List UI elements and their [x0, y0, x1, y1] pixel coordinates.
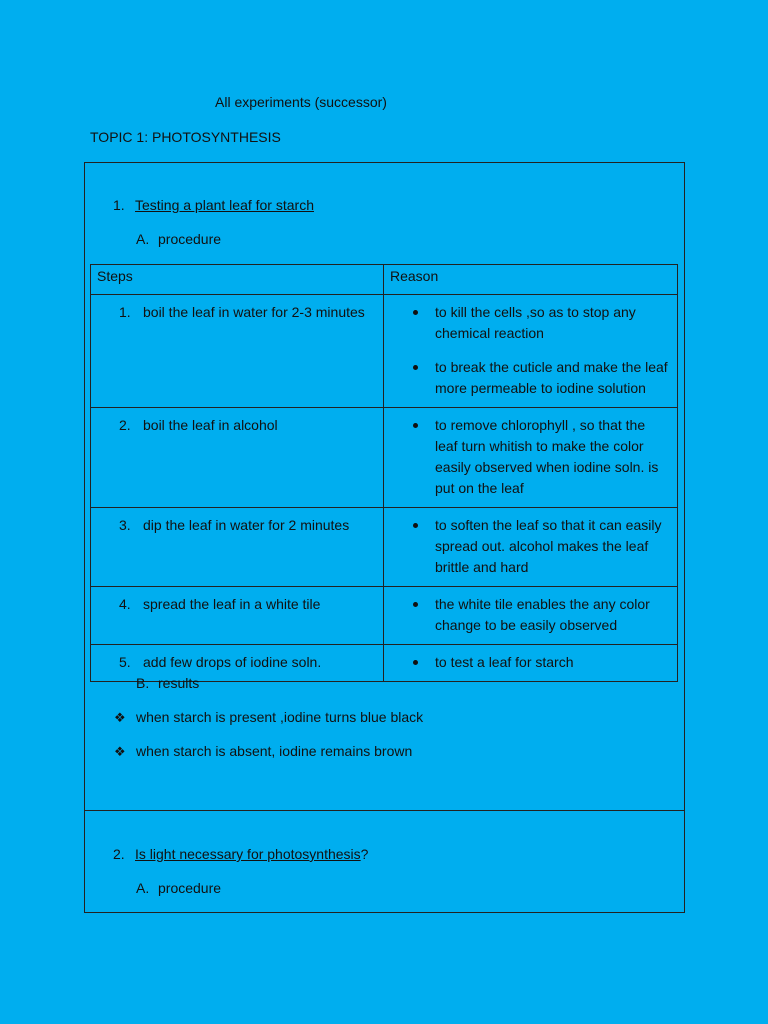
experiment-2-title: 2. Is light necessary for photosynthesis?: [113, 846, 369, 862]
result-item: ❖ when starch is absent, iodine remains brown: [114, 743, 413, 759]
table-row: [91, 587, 678, 645]
step-item: [91, 408, 383, 436]
topic-title: TOPIC 1: PHOTOSYNTHESIS: [90, 129, 281, 145]
experiment-2-number: 2.: [113, 846, 125, 862]
step-text: spread the leaf in a white tile: [143, 596, 321, 612]
experiment-1-title-text: Testing a plant leaf for starch: [135, 197, 314, 213]
reason-list: [384, 295, 677, 407]
diamond-bullet-icon: ❖: [114, 710, 126, 725]
step-text: boil the leaf in water for 2-3 minutes: [143, 304, 365, 320]
step-item: [91, 587, 383, 615]
experiment-2-title-text: Is light necessary for photosynthesis: [135, 846, 361, 862]
reason-item: to kill the cells ,so as to stop any chemical reaction: [384, 302, 669, 344]
header-steps: Steps: [97, 268, 133, 284]
step-number: 4.: [119, 596, 131, 612]
step-text: dip the leaf in water for 2 minutes: [143, 517, 350, 533]
document-heading: All experiments (successor): [215, 94, 387, 110]
table-row: [91, 295, 678, 408]
experiment-1-title: [113, 197, 314, 213]
diamond-bullet-icon: ❖: [114, 744, 126, 759]
step-item: [91, 508, 383, 536]
step-text: boil the leaf in alcohol: [143, 417, 278, 433]
reason-list: [384, 408, 677, 507]
table-row: [91, 508, 678, 587]
step-text: add few drops of iodine soln.: [143, 654, 322, 670]
result-item: ❖ when starch is present ,iodine turns blue black: [114, 709, 424, 725]
step-number: 2.: [119, 417, 131, 433]
reason-item: to soften the leaf so that it can easily spread out. alcohol makes the leaf brittle and hard: [384, 515, 669, 578]
steps-table: [90, 264, 678, 682]
experiment-2-procedure-label: A. procedure: [136, 880, 222, 896]
reason-list: [384, 587, 677, 644]
reason-item: the white tile enables the any color change to be easily observed: [384, 594, 669, 636]
step-number: 3.: [119, 517, 131, 533]
table-row: [91, 408, 678, 508]
reason-item: to remove chlorophyll , so that the leaf turn whitish to make the color easily observed when iodine soln. is put on the leaf: [384, 415, 669, 499]
experiment-2-frame: [84, 811, 685, 913]
header-reason: Reason: [390, 268, 439, 284]
reason-item: to break the cuticle and make the leaf more permeable to iodine solution: [384, 357, 669, 399]
reason-list: [384, 508, 677, 586]
table-header-row: [91, 265, 678, 295]
reason-item: to test a leaf for starch: [384, 652, 669, 673]
step-item: [91, 645, 383, 673]
experiment-1-number: 1.: [113, 197, 125, 213]
experiment-1-results-label: B. results: [136, 675, 200, 691]
step-number: 5.: [119, 654, 131, 670]
step-item: [91, 295, 383, 323]
experiment-1-procedure-label: A. procedure: [136, 231, 222, 247]
reason-list: [384, 645, 677, 681]
step-number: 1.: [119, 304, 131, 320]
